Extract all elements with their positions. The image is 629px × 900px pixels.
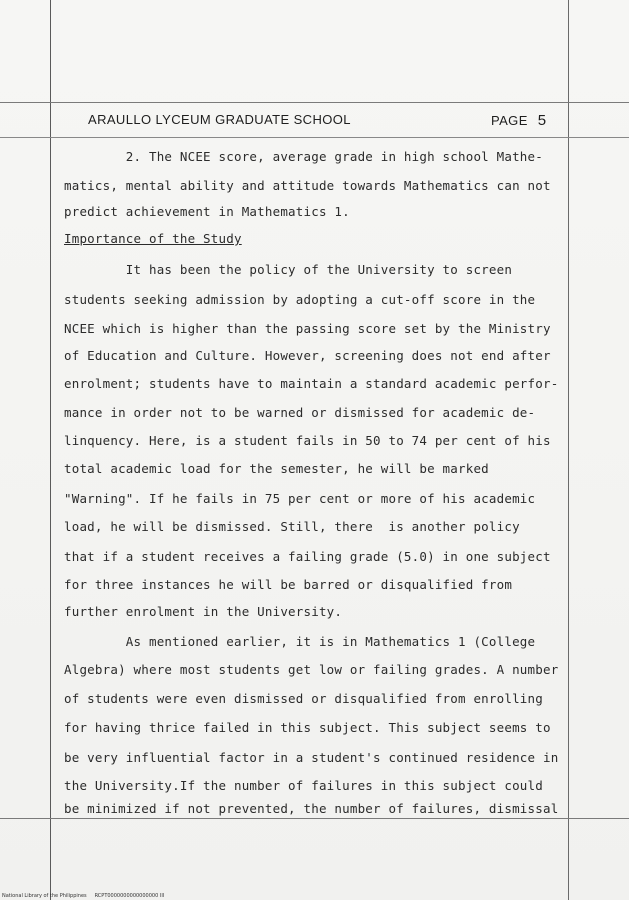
library-footer: National Library of the Philippines RCPT0000000000000000 III (2, 893, 165, 899)
text-line: Algebra) where most students get low or failing grades. A number (64, 662, 559, 677)
left-margin-rule (50, 0, 51, 900)
bottom-rule (0, 818, 629, 819)
school-name: ARAULLO LYCEUM GRADUATE SCHOOL (88, 112, 351, 127)
text-line: enrolment; students have to maintain a standard academic perfor- (64, 376, 559, 391)
text-line: the University.If the number of failures in this subject could (64, 778, 543, 793)
text-line: total academic load for the semester, he will be marked (64, 461, 489, 476)
page-indicator (491, 112, 547, 129)
text-line: mance in order not to be warned or dismissed for academic de- (64, 405, 536, 420)
text-line: NCEE which is higher than the passing score set by the Ministry (64, 321, 551, 336)
text-line: "Warning". If he fails in 75 per cent or more of his academic (64, 491, 536, 506)
text-line: It has been the policy of the University to screen (64, 262, 513, 277)
text-line: be very influential factor in a student's continued residence in (64, 750, 559, 765)
text-line: for three instances he will be barred or disqualified from (64, 577, 513, 592)
text-line: be minimized if not prevented, the number of failures, dismissal (64, 801, 559, 816)
text-line: load, he will be dismissed. Still, there is another policy (64, 519, 520, 534)
text-line: for having thrice failed in this subject. This subject seems to (64, 720, 551, 735)
text-line: linquency. Here, is a student fails in 50 to 74 per cent of his (64, 433, 551, 448)
header-underline-rule (0, 137, 629, 138)
text-line: As mentioned earlier, it is in Mathematics 1 (College (64, 634, 536, 649)
text-line: of students were even dismissed or disqualified from enrolling (64, 691, 543, 706)
header-rule (0, 102, 629, 103)
text-line: matics, mental ability and attitude towards Mathematics can not (64, 178, 551, 193)
page-label: PAGE (491, 113, 528, 128)
text-line: 2. The NCEE score, average grade in high school Mathe- (64, 149, 543, 164)
text-line: students seeking admission by adopting a cut-off score in the (64, 292, 536, 307)
text-line: that if a student receives a failing grade (5.0) in one subject (64, 549, 551, 564)
text-line: of Education and Culture. However, screening does not end after (64, 348, 551, 363)
text-line: further enrolment in the University. (64, 604, 343, 619)
page-number: 5 (537, 112, 547, 129)
right-margin-rule (568, 0, 569, 900)
section-heading: Importance of the Study (64, 231, 242, 246)
text-line: predict achievement in Mathematics 1. (64, 204, 350, 219)
